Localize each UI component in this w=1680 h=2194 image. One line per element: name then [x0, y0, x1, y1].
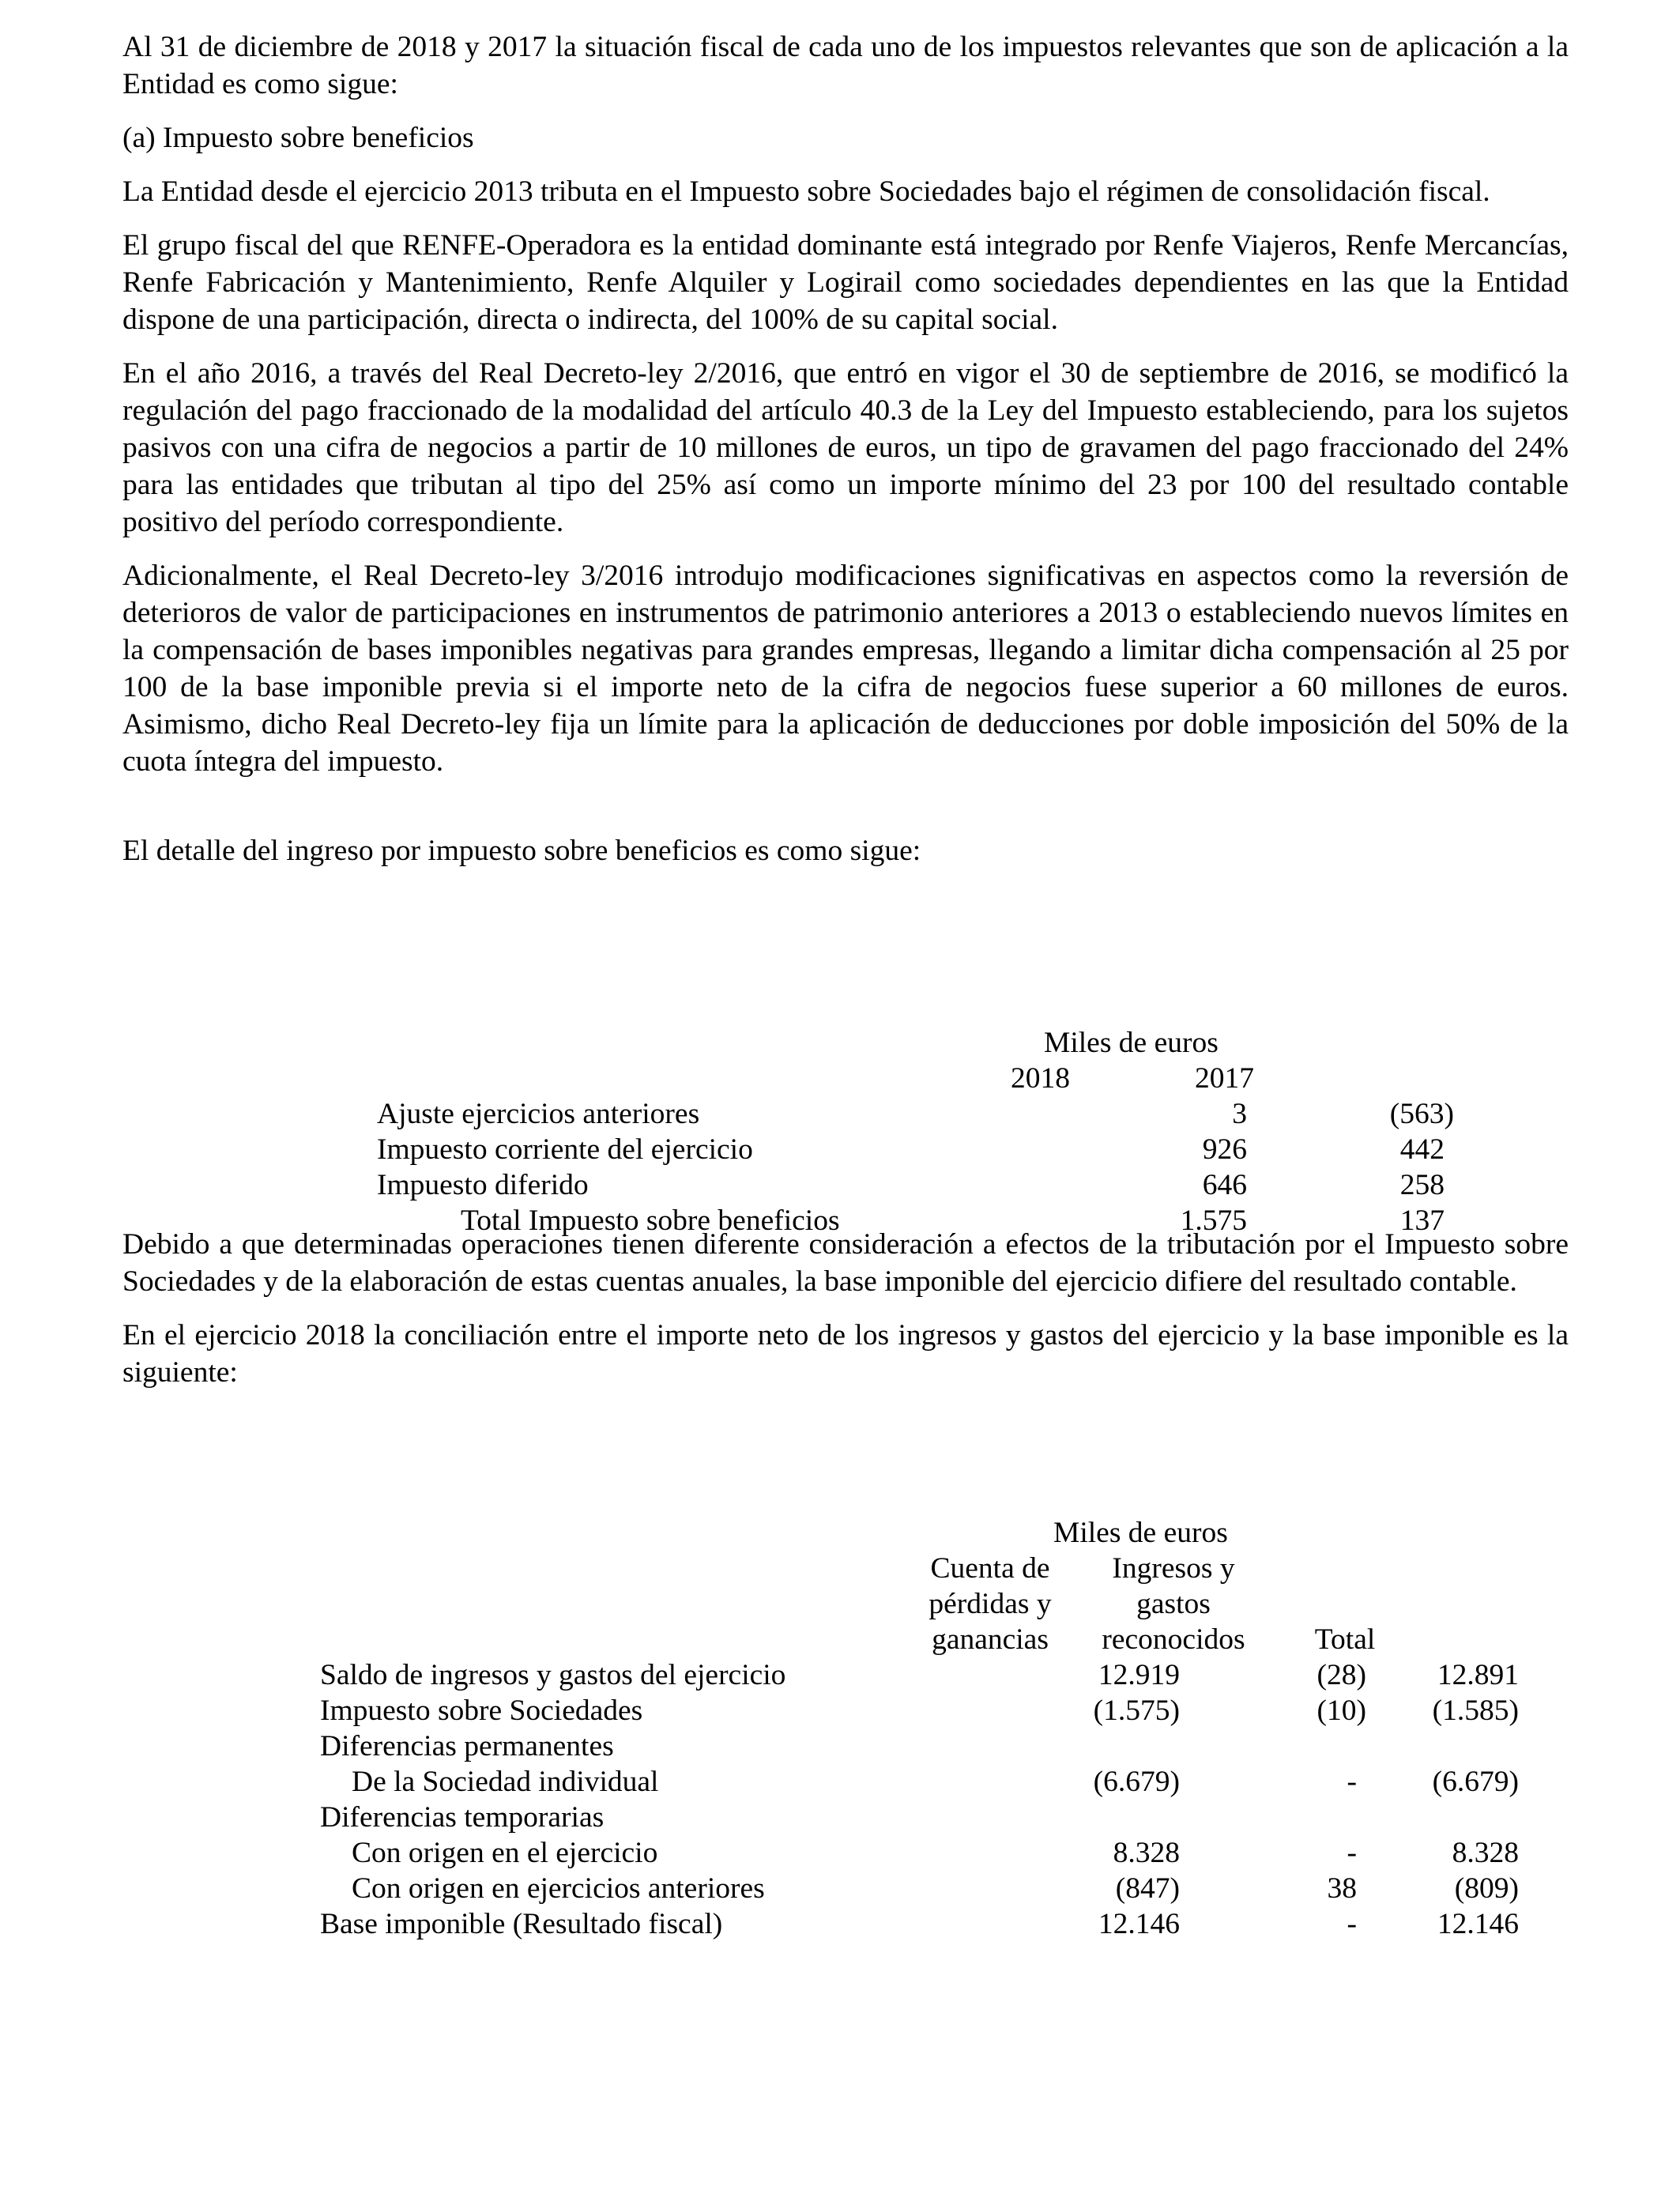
paragraph-consolidation: La Entidad desde el ejercicio 2013 tributa en el Impuesto sobre Sociedades bajo el régimen de consolidación fiscal.: [122, 175, 1490, 208]
value-ingresos: -: [1347, 1837, 1357, 1869]
value-2018: 1.575: [1180, 1204, 1247, 1237]
row-label: Con origen en ejercicios anteriores: [352, 1872, 765, 1905]
value-2017: 258: [1399, 1169, 1445, 1201]
value-pyg: (6.679): [1093, 1766, 1180, 1798]
value-2018: 3: [1232, 1098, 1247, 1130]
value-ingresos: -: [1347, 1908, 1357, 1940]
table-row: [122, 1095, 1569, 1131]
value-ingresos: -: [1347, 1766, 1357, 1798]
value-2017: 137: [1399, 1204, 1445, 1237]
paragraph-tax-base-differs: Debido a que determinadas operaciones tienen diferente consideración a efectos de la tributación por el Impuesto sobre Sociedades y de la elaboración de estas cuentas anuales, la base imponible del ejercicio difiere del resultado contable.: [122, 1228, 1569, 1298]
row-label: Diferencias temporarias: [320, 1801, 605, 1834]
value-total: 12.891: [1437, 1659, 1519, 1691]
col-header-ingresos: gastos: [1136, 1588, 1211, 1620]
row-label: Saldo de ingresos y gastos del ejercicio: [320, 1659, 786, 1691]
col-header-pyg: ganancias: [932, 1623, 1049, 1656]
value-pyg: 12.146: [1098, 1908, 1180, 1940]
income-tax-table: [122, 1024, 1569, 1238]
document-page: [122, 28, 1569, 1940]
paragraph-rdl-3-2016: Adicionalmente, el Real Decreto-ley 3/2016 introdujo modificaciones significativas en aspectos como la reversión de deterioros de valor de participaciones en instrumentos de patrimonio anteriores a 2013 o estableciendo nuevos límites en la compensación de bases imponibles negativas para grandes empresas, llegando a limitar dicha compensación al 25 por 100 de la base imponible previa si el importe neto de la cifra de negocios fuese superior a 60 millones de euros. Asimismo, dicho Real Decreto-ley fija un límite para la aplicación de deducciones por doble imposición del 50% de la cuota íntegra del impuesto.: [122, 560, 1569, 778]
table-row: [122, 1870, 1569, 1906]
table-row: [122, 1763, 1569, 1799]
row-label: Total Impuesto sobre beneficios: [461, 1204, 840, 1237]
table1-year-2017: 2017: [1195, 1062, 1254, 1095]
col-header-total: Total: [1314, 1623, 1376, 1656]
value-total: (809): [1454, 1872, 1519, 1905]
row-label: Base imponible (Resultado fiscal): [320, 1908, 723, 1940]
paragraph-rdl-2-2016: En el año 2016, a través del Real Decreto-ley 2/2016, que entró en vigor el 30 de septiembre de 2016, se modificó la regulación del pago fraccionado de la modalidad del artículo 40.3 de la Ley del Impuesto estableciendo, para los sujetos pasivos con una cifra de negocios a partir de 10 millones de euros, un tipo de gravamen del pago fraccionado del 24% para las entidades que tributan al tipo del 25% así como un importe mínimo del 23 por 100 del resultado contable positivo del período correspondiente.: [122, 357, 1569, 538]
col-header-ingresos: Ingresos y: [1112, 1552, 1235, 1585]
table-row: [122, 1799, 1569, 1834]
paragraph-income-detail: El detalle del ingreso por impuesto sobre beneficios es como sigue:: [122, 835, 921, 867]
table-row: [122, 1692, 1569, 1728]
table-row: [122, 1131, 1569, 1167]
table-row: [122, 1834, 1569, 1870]
row-label: De la Sociedad individual: [352, 1766, 659, 1798]
value-2018: 926: [1202, 1133, 1247, 1166]
table-row: [122, 1657, 1569, 1692]
value-ingresos: 38: [1327, 1872, 1357, 1905]
paragraph-intro: Al 31 de diciembre de 2018 y 2017 la situación fiscal de cada uno de los impuestos relevantes que son de aplicación a la Entidad es como sigue:: [122, 31, 1569, 100]
paragraph-fiscal-group: El grupo fiscal del que RENFE-Operadora es la entidad dominante está integrado por Renfe Viajeros, Renfe Mercancías, Renfe Fabricación y Mantenimiento, Renfe Alquiler y Logirail como sociedades dependientes en las que la Entidad dispone de una participación, directa o indirecta, del 100% de su capital social.: [122, 229, 1569, 336]
value-total: 8.328: [1452, 1837, 1519, 1869]
section-heading: (a) Impuesto sobre beneficios: [122, 122, 474, 154]
value-2018: 646: [1202, 1169, 1247, 1201]
reconciliation-table: [122, 1514, 1569, 1941]
col-header-ingresos: reconocidos: [1102, 1623, 1245, 1656]
value-pyg: (847): [1115, 1872, 1180, 1905]
value-total: 12.146: [1437, 1908, 1519, 1940]
value-pyg: 12.919: [1098, 1659, 1180, 1691]
table-row: [122, 1728, 1569, 1763]
table2-unit: Miles de euros: [1053, 1517, 1228, 1549]
value-pyg: 8.328: [1113, 1837, 1180, 1869]
row-label: Con origen en el ejercicio: [352, 1837, 658, 1869]
value-ingresos: (28): [1317, 1659, 1366, 1691]
col-header-pyg: Cuenta de: [930, 1552, 1050, 1585]
row-label: Impuesto corriente del ejercicio: [377, 1133, 753, 1166]
paragraph-reconciliation: En el ejercicio 2018 la conciliación entre el importe neto de los ingresos y gastos del ejercicio y la base imponible es la siguiente:: [122, 1319, 1569, 1389]
value-2017: (563): [1389, 1098, 1454, 1130]
row-label: Ajuste ejercicios anteriores: [377, 1098, 700, 1130]
table-row-total: [122, 1906, 1569, 1941]
value-2017: 442: [1399, 1133, 1445, 1166]
table1-year-2018: 2018: [1011, 1062, 1070, 1095]
value-pyg: (1.575): [1093, 1695, 1180, 1727]
value-total: (6.679): [1432, 1766, 1519, 1798]
table-row: [122, 1167, 1569, 1202]
value-total: (1.585): [1432, 1695, 1519, 1727]
col-header-pyg: pérdidas y: [929, 1588, 1052, 1620]
row-label: Impuesto diferido: [377, 1169, 589, 1201]
row-label: Diferencias permanentes: [320, 1730, 614, 1762]
table1-unit: Miles de euros: [1044, 1027, 1219, 1059]
value-ingresos: (10): [1317, 1695, 1366, 1727]
row-label: Impuesto sobre Sociedades: [320, 1695, 643, 1727]
